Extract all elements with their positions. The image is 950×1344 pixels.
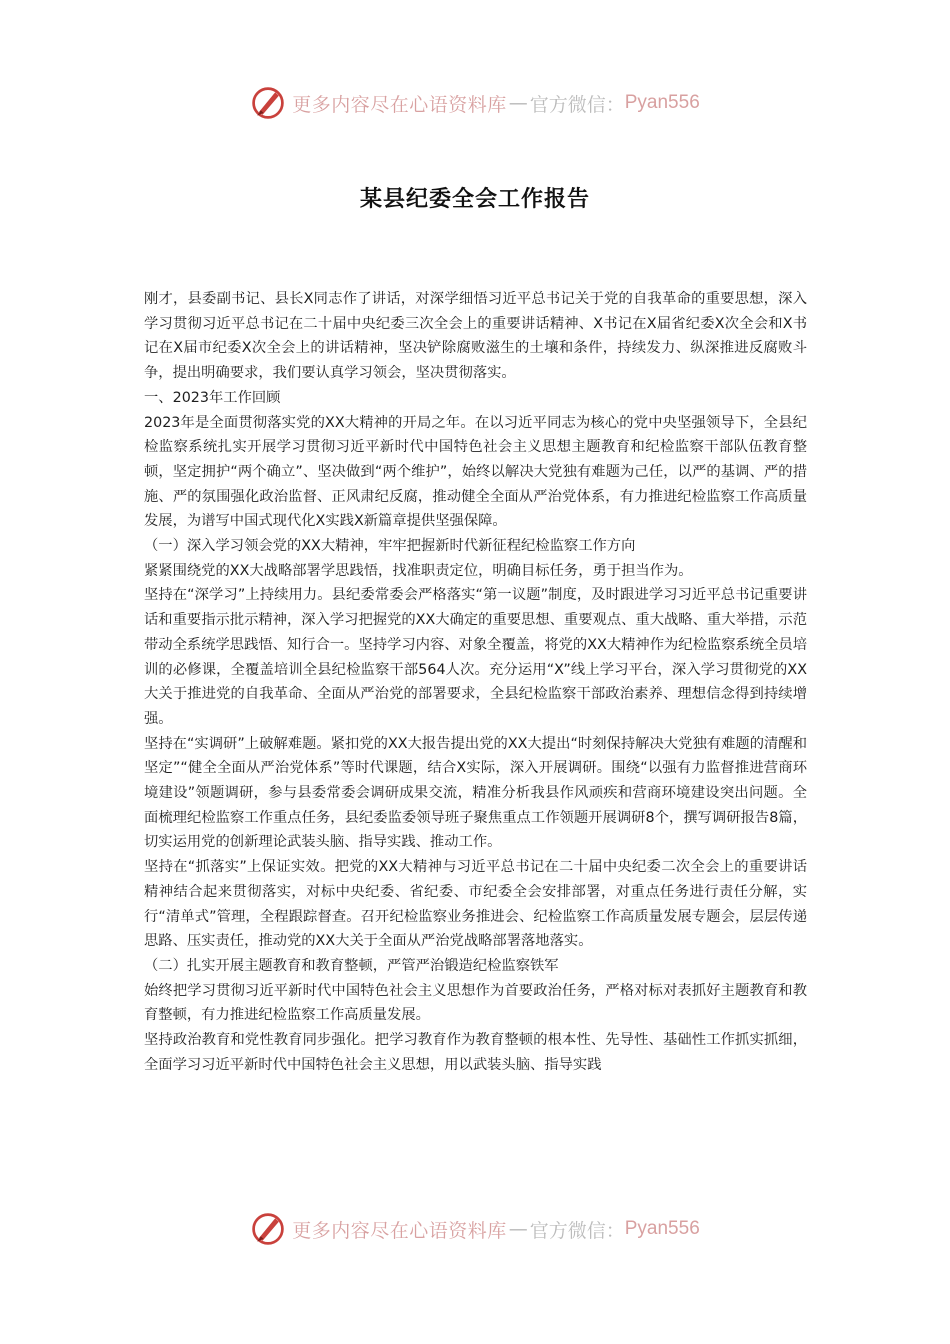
watermark-wechat-label: 官方微信： (529, 1219, 625, 1242)
watermark-banner-bottom (0, 1209, 950, 1249)
watermark-wechat-id: Pyan556 (624, 1218, 700, 1239)
watermark-text: 更多内容尽在心语资料库 (292, 1219, 507, 1242)
paragraph: 刚才，县委副书记、县长X同志作了讲话，对深学细悟习近平总书记关于党的自我革命的重要思想，深入学习贯彻习近平总书记在二十届中央纪委三次全会上的重要讲话精神、X书记在X届省纪委X次全会和X书记在X届市纪委X次全会上的讲话精神，坚决铲除腐败滋生的土壤和条件，持续发力、纵深推进反腐败斗争，提出明确要求，我们要认真学习领会，坚决贯彻落实。 (144, 291, 807, 382)
paragraph: 始终把学习贯彻习近平新时代中国特色社会主义思想作为首要政治任务，严格对标对表抓好主题教育和教育整顿，有力推进纪检监察工作高质量发展。 (144, 982, 807, 1024)
subsection-heading: （二）扎实开展主题教育和教育整顿，严管严治锻造纪检监察铁军 (144, 957, 559, 974)
pen-circle-logo-icon (250, 1211, 286, 1247)
pen-circle-logo-icon (250, 85, 286, 121)
watermark-text: 更多内容尽在心语资料库 (292, 93, 507, 116)
watermark-wechat-id: Pyan556 (624, 92, 700, 113)
document-body (144, 287, 807, 1078)
section-heading: 一、2023年工作回顾 (144, 389, 281, 406)
subsection-heading: （一）深入学习领会党的XX大精神，牢牢把握新时代新征程纪检监察工作方向 (144, 538, 636, 555)
watermark-separator: — (508, 92, 528, 114)
paragraph: 坚持在“抓落实”上保证实效。把党的XX大精神与习近平总书记在二十届中央纪委二次全会上的重要讲话精神结合起来贯彻落实，对标中央纪委、省纪委、市纪委全会安排部署，对重点任务进行责任分解，实行“清单式”管理，全程跟踪督查。召开纪检监察业务推进会、纪检监察工作高质量发展专题会，层层传递思路、压实责任，推动党的XX大关于全面从严治党战略部署落地落实。 (144, 859, 807, 950)
watermark-separator: — (508, 1218, 528, 1240)
paragraph: 坚持政治教育和党性教育同步强化。把学习教育作为教育整顿的根本性、先导性、基础性工作抓实抓细，全面学习习近平新时代中国特色社会主义思想，用以武装头脑、指导实践 (144, 1032, 807, 1073)
watermark-wechat-label: 官方微信： (529, 93, 625, 116)
watermark-banner-top (0, 83, 950, 123)
paragraph: 紧紧围绕党的XX大战略部署学思践悟，找准职责定位，明确目标任务，勇于担当作为。 (144, 562, 693, 579)
document-title: 某县纪委全会工作报告 (359, 186, 590, 212)
paragraph: 坚持在“深学习”上持续用力。县纪委常委会严格落实“第一议题”制度，及时跟进学习习近平总书记重要讲话和重要指示批示精神，深入学习把握党的XX大确定的重要思想、重要观点、重大战略、重大举措，示范带动全系统学思践悟、知行合一。坚持学习内容、对象全覆盖，将党的XX大精神作为纪检监察系统全员培训的必修课，全覆盖培训全县纪检监察干部564人次。充分运用“X”线上学习平台，深入学习贯彻党的XX大关于推进党的自我革命、全面从严治党的部署要求，全县纪检监察干部政治素养、理想信念得到持续增强。 (144, 587, 807, 727)
paragraph: 2023年是全面贯彻落实党的XX大精神的开局之年。在以习近平同志为核心的党中央坚强领导下，全县纪检监察系统扎实开展学习贯彻习近平新时代中国特色社会主义思想主题教育和纪检监察干部队伍教育整顿，坚定拥护“两个确立”、坚决做到“两个维护”，始终以解决大党独有难题为己任，以严的基调、严的措施、严的氛围强化政治监督、正风肃纪反腐，推动健全全面从严治党体系，有力推进纪检监察工作高质量发展，为谱写中国式现代化X实践X新篇章提供坚强保障。 (144, 414, 807, 530)
paragraph: 坚持在“实调研”上破解难题。紧扣党的XX大报告提出党的XX大提出“时刻保持解决大党独有难题的清醒和坚定”“健全全面从严治党体系”等时代课题，结合X实际，深入开展调研。围绕“以强有力监督推进营商环境建设”领题调研，参与县委常委会调研成果交流，精准分析我县作风顽疾和营商环境建设突出问题。全面梳理纪检监察工作重点任务，县纪委监委领导班子聚焦重点工作领题开展调研8个，撰写调研报告8篇，切实运用党的创新理论武装头脑、指导实践、推动工作。 (144, 735, 807, 851)
